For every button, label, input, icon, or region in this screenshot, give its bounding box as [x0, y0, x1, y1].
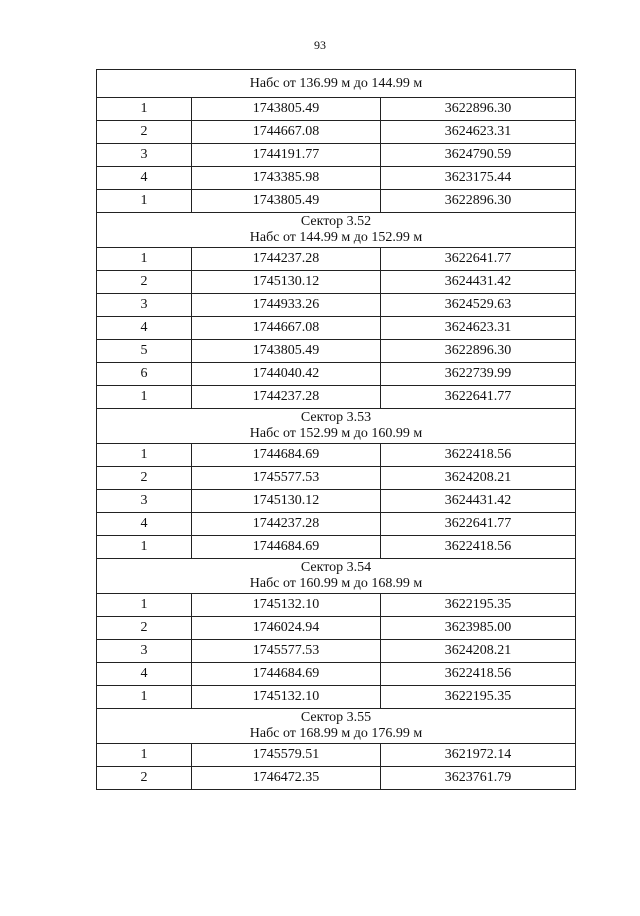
coord-x: 1743385.98: [192, 167, 381, 190]
point-number: 2: [97, 617, 192, 640]
coord-x: 1744191.77: [192, 144, 381, 167]
point-number: 1: [97, 98, 192, 121]
section-header-row: [97, 70, 576, 98]
coord-x: 1745132.10: [192, 594, 381, 617]
section-header-row: [97, 409, 576, 444]
table-row: [97, 121, 576, 144]
coord-y: 3624431.42: [381, 490, 576, 513]
point-number: 4: [97, 167, 192, 190]
table-row: [97, 190, 576, 213]
coord-x: 1743805.49: [192, 340, 381, 363]
coord-x: 1745577.53: [192, 640, 381, 663]
coord-y: 3623985.00: [381, 617, 576, 640]
height-range: Набс от 136.99 м до 144.99 м: [249, 75, 423, 91]
point-number: 5: [97, 340, 192, 363]
table-row: [97, 363, 576, 386]
coord-x: 1746472.35: [192, 767, 381, 790]
height-range: Набс от 152.99 м до 160.99 м: [249, 426, 423, 441]
coord-x: 1744684.69: [192, 444, 381, 467]
coord-y: 3622641.77: [381, 248, 576, 271]
table-row: [97, 594, 576, 617]
table-row: [97, 663, 576, 686]
coord-y: 3624208.21: [381, 467, 576, 490]
coord-x: 1744237.28: [192, 386, 381, 409]
table-row: [97, 444, 576, 467]
table-row: [97, 317, 576, 340]
section-header: [97, 559, 576, 594]
section-header: [97, 709, 576, 744]
sector-title: Сектор 3.53: [300, 410, 372, 425]
height-range: Набс от 160.99 м до 168.99 м: [249, 576, 423, 591]
table-row: [97, 386, 576, 409]
coord-x: 1745130.12: [192, 490, 381, 513]
coord-y: 3622896.30: [381, 190, 576, 213]
page-number: 93: [314, 38, 326, 52]
section-header-row: [97, 213, 576, 248]
point-number: 3: [97, 144, 192, 167]
table-row: [97, 513, 576, 536]
point-number: 4: [97, 663, 192, 686]
table-row: [97, 98, 576, 121]
coord-x: 1745577.53: [192, 467, 381, 490]
coordinates-table: [96, 69, 576, 790]
coord-y: 3622195.35: [381, 594, 576, 617]
coord-x: 1745130.12: [192, 271, 381, 294]
coord-y: 3624623.31: [381, 317, 576, 340]
point-number: 2: [97, 467, 192, 490]
table-row: [97, 686, 576, 709]
coord-y: 3624208.21: [381, 640, 576, 663]
coord-y: 3622896.30: [381, 340, 576, 363]
coord-x: 1744933.26: [192, 294, 381, 317]
table-row: [97, 767, 576, 790]
section-header: [97, 70, 576, 98]
table-row: [97, 490, 576, 513]
point-number: 3: [97, 490, 192, 513]
table-row: [97, 640, 576, 663]
coord-x: 1744667.08: [192, 317, 381, 340]
table-row: [97, 294, 576, 317]
table-row: [97, 248, 576, 271]
table-row: [97, 617, 576, 640]
table-row: [97, 536, 576, 559]
coord-y: 3621972.14: [381, 744, 576, 767]
coord-y: 3622641.77: [381, 386, 576, 409]
point-number: 1: [97, 248, 192, 271]
coord-x: 1744040.42: [192, 363, 381, 386]
coord-y: 3623175.44: [381, 167, 576, 190]
coord-x: 1744667.08: [192, 121, 381, 144]
coord-x: 1744684.69: [192, 663, 381, 686]
point-number: 2: [97, 271, 192, 294]
coord-y: 3622641.77: [381, 513, 576, 536]
table-row: [97, 340, 576, 363]
coord-y: 3622418.56: [381, 444, 576, 467]
coord-y: 3624623.31: [381, 121, 576, 144]
point-number: 4: [97, 317, 192, 340]
coord-y: 3624431.42: [381, 271, 576, 294]
point-number: 1: [97, 744, 192, 767]
coord-x: 1743805.49: [192, 190, 381, 213]
coord-x: 1745132.10: [192, 686, 381, 709]
sector-title: Сектор 3.55: [300, 710, 372, 725]
coord-y: 3622896.30: [381, 98, 576, 121]
point-number: 1: [97, 686, 192, 709]
coord-x: 1743805.49: [192, 98, 381, 121]
sector-title: Сектор 3.54: [300, 560, 372, 575]
coord-y: 3622195.35: [381, 686, 576, 709]
point-number: 2: [97, 121, 192, 144]
section-header-row: [97, 709, 576, 744]
coord-y: 3624790.59: [381, 144, 576, 167]
point-number: 1: [97, 190, 192, 213]
point-number: 1: [97, 536, 192, 559]
coord-y: 3622739.99: [381, 363, 576, 386]
coord-x: 1744684.69: [192, 536, 381, 559]
coord-x: 1746024.94: [192, 617, 381, 640]
coord-x: 1745579.51: [192, 744, 381, 767]
height-range: Набс от 144.99 м до 152.99 м: [249, 230, 423, 245]
sector-title: Сектор 3.52: [300, 214, 372, 229]
coord-x: 1744237.28: [192, 513, 381, 536]
point-number: 1: [97, 594, 192, 617]
point-number: 2: [97, 767, 192, 790]
point-number: 3: [97, 640, 192, 663]
coord-x: 1744237.28: [192, 248, 381, 271]
table-row: [97, 167, 576, 190]
table-row: [97, 144, 576, 167]
point-number: 1: [97, 444, 192, 467]
coordinates-table-body: [97, 70, 576, 790]
point-number: 4: [97, 513, 192, 536]
point-number: 3: [97, 294, 192, 317]
coord-y: 3622418.56: [381, 663, 576, 686]
section-header-row: [97, 559, 576, 594]
coord-y: 3624529.63: [381, 294, 576, 317]
table-row: [97, 271, 576, 294]
table-row: [97, 744, 576, 767]
section-header: [97, 409, 576, 444]
table-row: [97, 467, 576, 490]
height-range: Набс от 168.99 м до 176.99 м: [249, 726, 423, 741]
coord-y: 3622418.56: [381, 536, 576, 559]
coord-y: 3623761.79: [381, 767, 576, 790]
section-header: [97, 213, 576, 248]
point-number: 6: [97, 363, 192, 386]
point-number: 1: [97, 386, 192, 409]
